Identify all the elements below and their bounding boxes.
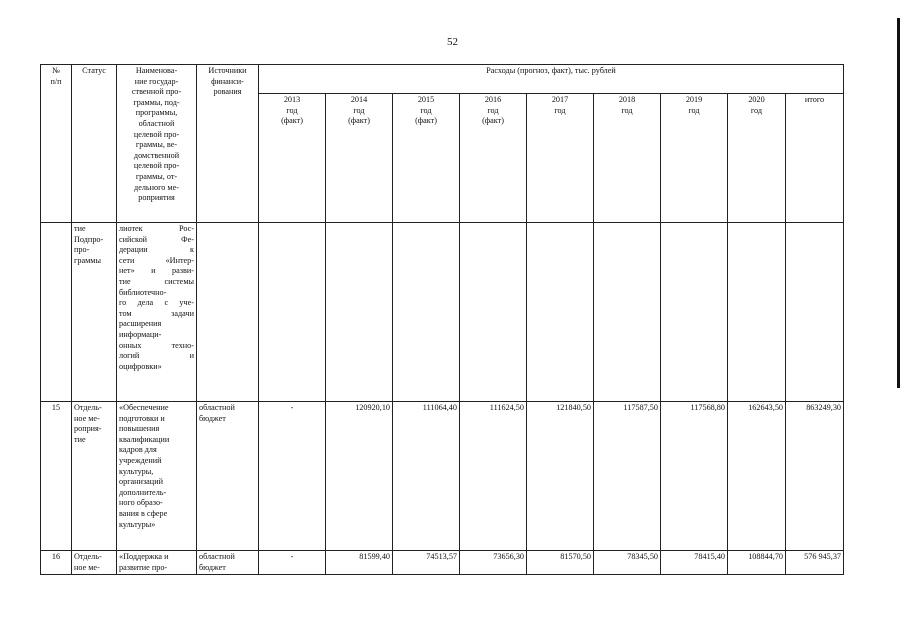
cell-line: нет» и разви- (119, 266, 194, 276)
row-value-2015 (393, 223, 460, 402)
cell-line: расширения (119, 319, 162, 329)
cell-line: бюджет (199, 413, 226, 423)
row-name (117, 551, 197, 575)
header-expenses: Расходы (прогноз, факт), тыс. рублей (259, 65, 844, 94)
cell-line: повышения (119, 424, 160, 434)
row-value-2013: - (259, 402, 326, 551)
cell-line: культуры, (119, 466, 154, 476)
header-num: № п/п (41, 65, 72, 223)
cell-line: дельного ме- (134, 182, 179, 192)
cell-line: граммы, ве- (135, 140, 178, 150)
row-num (41, 223, 72, 402)
cell-line: библиотечно- (119, 287, 167, 297)
row-value-2013: - (259, 551, 326, 575)
row-value-2014 (326, 223, 393, 402)
cell-line: развитие про- (119, 562, 168, 572)
cell-line: кадров для (119, 445, 157, 455)
header-source (197, 65, 259, 223)
cell-line: рования (213, 87, 242, 97)
cell-line: квалификации (119, 434, 170, 444)
cell-line: сети «Интер- (119, 255, 194, 265)
cell-line: подготовки и (119, 413, 165, 423)
header-year-2014: 2014 год (факт) (326, 94, 393, 223)
header-year-2017: 2017 год (527, 94, 594, 223)
row-value-2020: 162643,50 (728, 402, 786, 551)
cell-line: том задачи (119, 308, 194, 318)
header-row-1 (41, 65, 844, 94)
cell-line: граммы (74, 255, 101, 265)
table-row (41, 223, 844, 402)
cell-line: лиотек Рос- (119, 224, 194, 233)
cell-line: областной (138, 118, 175, 128)
cell-line: Подпро- (74, 234, 104, 244)
cell-line: «Обеспечение (119, 403, 169, 412)
row-value-2018: 78345,50 (594, 551, 661, 575)
row-value-2018: 117587,50 (594, 402, 661, 551)
cell-line: целевой про- (133, 161, 180, 171)
table-row (41, 402, 844, 551)
cell-line: бюджет (199, 562, 226, 572)
cell-line: граммы, от- (135, 171, 178, 181)
cell-line: учреждений (119, 455, 162, 465)
row-value-2016: 111624,50 (460, 402, 527, 551)
cell-line: культуры» (119, 519, 156, 529)
cell-line: информаци- (119, 329, 162, 339)
row-value-2018 (594, 223, 661, 402)
cell-line: роприятия (138, 193, 175, 203)
row-value-2014: 120920,10 (326, 402, 393, 551)
header-year-2019: 2019 год (661, 94, 728, 223)
row-num: 16 (41, 551, 72, 575)
cell-line: дерации к (119, 245, 194, 255)
row-status (72, 223, 117, 402)
cell-line: Источники (208, 66, 247, 75)
row-value-2014: 81599,40 (326, 551, 393, 575)
cell-line: граммы, под- (133, 97, 180, 107)
header-name (117, 65, 197, 223)
cell-line: логий и (119, 351, 194, 361)
row-total: 863249,30 (786, 402, 844, 551)
row-value-2019: 117568,80 (661, 402, 728, 551)
cell-line: вания в сфере (119, 508, 168, 518)
row-value-2013 (259, 223, 326, 402)
cell-line: программы, (135, 108, 178, 118)
table-row (41, 551, 844, 575)
cell-line: Наименова- (135, 66, 178, 75)
scan-margin-bar (897, 18, 900, 388)
cell-line: тие (74, 224, 86, 233)
cell-line: целевой про- (133, 129, 180, 139)
cell-line: Отдель- (74, 552, 102, 561)
budget-table (40, 64, 844, 575)
header-year-2020: 2020 год (728, 94, 786, 223)
header-total: итого (786, 94, 844, 223)
header-status: Статус (72, 65, 117, 223)
row-value-2019 (661, 223, 728, 402)
cell-line: ного образо- (119, 498, 163, 508)
row-total (786, 223, 844, 402)
cell-line: ное ме- (74, 413, 100, 423)
cell-line: областной (199, 403, 235, 412)
row-value-2017: 121840,50 (527, 402, 594, 551)
cell-line: Отдель- (74, 403, 102, 412)
row-source (197, 551, 259, 575)
row-value-2015: 111064,40 (393, 402, 460, 551)
row-total: 576 945,37 (786, 551, 844, 575)
header-year-2018: 2018 год (594, 94, 661, 223)
row-value-2017: 81570,50 (527, 551, 594, 575)
row-value-2017 (527, 223, 594, 402)
cell-line: тие системы (119, 276, 194, 286)
cell-line: роприя- (74, 424, 102, 434)
header-year-2013: 2013 год (факт) (259, 94, 326, 223)
row-name (117, 223, 197, 402)
cell-line: ное ме- (74, 562, 100, 572)
row-value-2016: 73656,30 (460, 551, 527, 575)
cell-line: про- (74, 245, 90, 255)
row-source (197, 223, 259, 402)
row-value-2015: 74513,57 (393, 551, 460, 575)
cell-line: ственной про- (131, 87, 182, 97)
row-value-2016 (460, 223, 527, 402)
page-number: 52 (447, 36, 458, 48)
row-value-2019: 78415,40 (661, 551, 728, 575)
cell-line: организаций (119, 477, 163, 487)
row-num: 15 (41, 402, 72, 551)
cell-line: ние государ- (134, 76, 179, 86)
row-value-2020: 108844,70 (728, 551, 786, 575)
cell-line: домственной (133, 150, 180, 160)
cell-line: го дела с уче- (119, 298, 194, 308)
cell-line: финанси- (211, 76, 244, 86)
cell-line: онных техно- (119, 340, 194, 350)
cell-line: дополнитель- (119, 487, 167, 497)
header-year-2016: 2016 год (факт) (460, 94, 527, 223)
cell-line: «Поддержка и (119, 552, 169, 561)
row-source (197, 402, 259, 551)
cell-line: сийской Фе- (119, 234, 194, 244)
row-name (117, 402, 197, 551)
row-status (72, 551, 117, 575)
row-status (72, 402, 117, 551)
header-year-2015: 2015 год (факт) (393, 94, 460, 223)
row-value-2020 (728, 223, 786, 402)
cell-line: областной (199, 552, 235, 561)
cell-line: оцифровки» (119, 361, 162, 371)
cell-line: тие (74, 434, 86, 444)
